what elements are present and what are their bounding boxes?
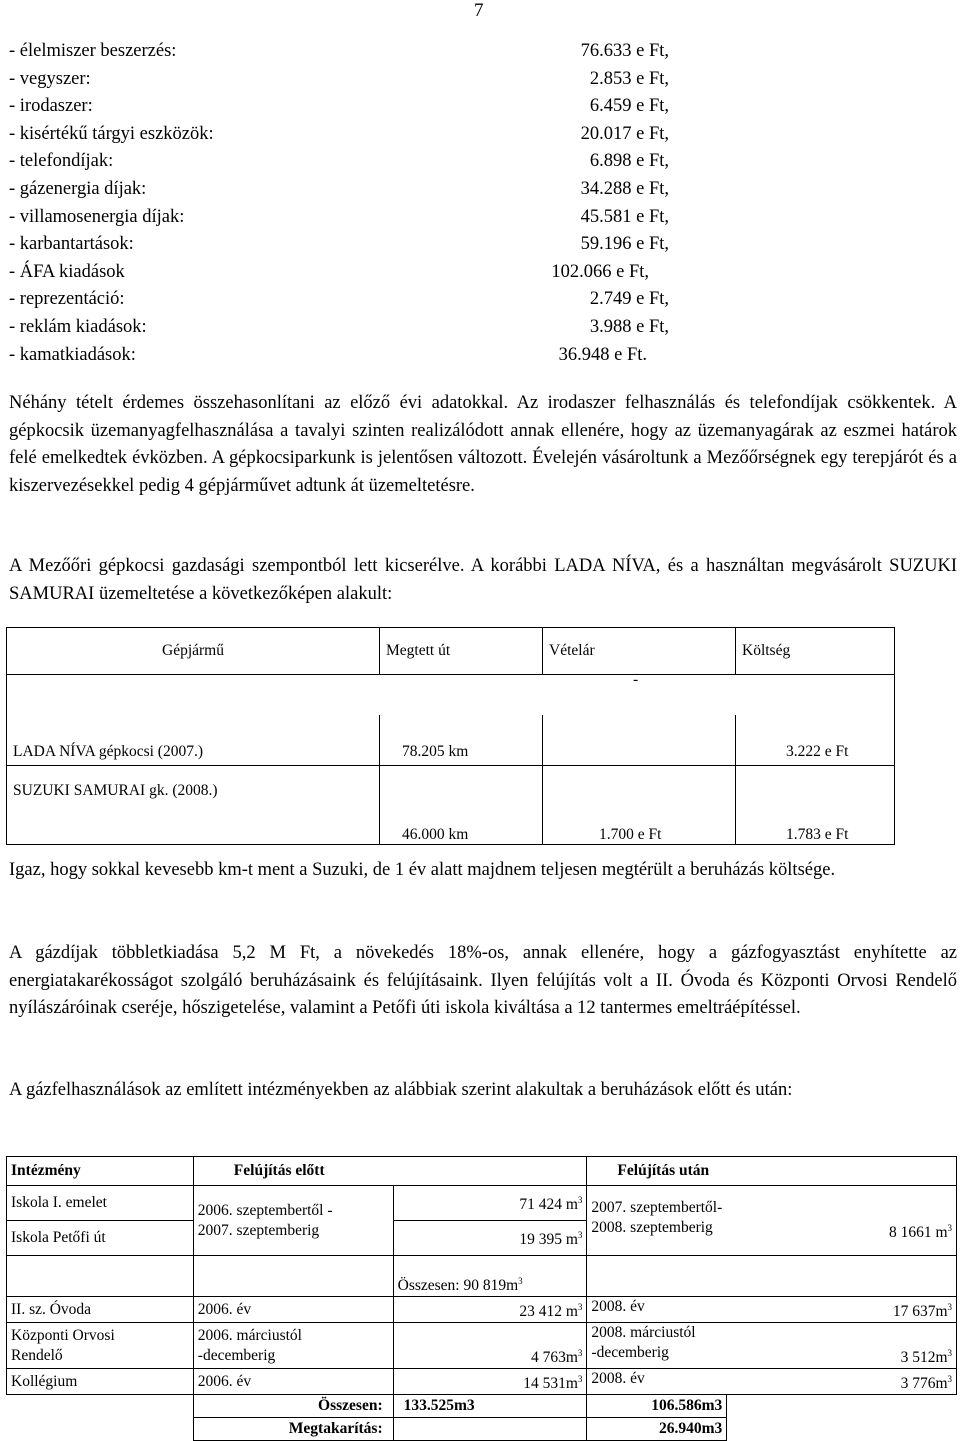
- table-row: [7, 1418, 957, 1441]
- expense-label: - villamosenergia díjak:: [9, 206, 185, 227]
- institution-name: Központi Orvosi Rendelő: [7, 1323, 194, 1369]
- expense-row: [9, 286, 709, 314]
- expense-value: 34.288 e Ft,: [580, 178, 669, 199]
- value-after: 3 $512m^3$: [900, 1348, 952, 1367]
- expense-value: 20.017 e Ft,: [580, 123, 669, 144]
- saving-value: 26.940m3: [587, 1418, 727, 1441]
- expense-label: - reprezentáció:: [9, 289, 125, 310]
- header-after: Felújítás után: [587, 1157, 957, 1186]
- expense-list: [9, 38, 709, 369]
- table-row: [7, 715, 895, 766]
- value-before: 14 $531m^3$: [393, 1369, 587, 1395]
- vehicle-cost: 1.783 e Ft: [736, 766, 895, 845]
- paragraph-gas: A gázdíjak többletkiadása 5,2 M Ft, a növekedés 18%-os, annak ellenére, hogy a gázfogyasztást enyhítette az energiatakarékosságot szolgáló beruházásaink és felújításaink. Ilyen felújítás volt a II. Óvoda és Központi Orvosi Rendelő nyílászáróinak cseréje, hőszigetelése, valamint a Petőfi úti iskola kiváltása a 12 tantermes emeltráépítéssel.: [9, 943, 957, 1018]
- expense-value: 102.066 e Ft,: [551, 261, 649, 282]
- page-number: 7: [474, 0, 484, 21]
- institution-name: II. sz. Óvoda: [7, 1297, 194, 1323]
- vehicle-distance: 46.000 km: [380, 766, 543, 845]
- gas-table: [6, 1156, 957, 1441]
- header-cost: Költség: [736, 628, 895, 675]
- header-distance: Megtett út: [380, 628, 543, 675]
- table-row: [7, 1369, 957, 1395]
- paragraph-vehicle-intro: A Mezőőri gépkocsi gazdasági szempontból lett kicserélve. A korábbi LADA NÍVA, és a használtan megvásárolt SUZUKI SAMURAI üzemeltetése a következőképen alakult:: [9, 556, 957, 604]
- paragraph-suzuki: Igaz, hogy sokkal kevesebb km-t ment a Suzuki, de 1 év alatt majdnem teljesen megtérült a beruházás költsége.: [9, 860, 836, 880]
- header-vehicle: Gépjármű: [7, 628, 380, 675]
- paragraph-comparison: Néhány tételt érdemes összehasonlítani az előző évi adatokkal. Az irodaszer felhasználás és telefondíjak csökkentek. A gépkocsik üzemanyagfelhasználása a tavalyi szinten realizálódott annak ellenére, hogy az üzemanyagárak az eszmei határok felé emelkedtek évközben. A gépkocsiparkunk is jelentősen változott. Évelején vásároltunk a Mezőőrségnek egy terepjárót és a kiszervezésekkel pedig 4 gépjárművet adtunk át üzemeltetésre.: [9, 393, 957, 496]
- header-institution: Intézmény: [7, 1157, 194, 1186]
- expense-row: [9, 148, 709, 176]
- expense-value: 36.948 e Ft.: [558, 344, 647, 365]
- period-before: 2006. márciustól -decemberig: [193, 1323, 393, 1369]
- header-before: Felújítás előtt: [193, 1157, 587, 1186]
- expense-row: [9, 38, 709, 66]
- expense-row: [9, 176, 709, 204]
- table-row: [7, 1186, 957, 1221]
- expense-value: 6.898 e Ft,: [589, 151, 669, 172]
- total-label: Összesen:: [193, 1395, 393, 1418]
- vehicle-name: SUZUKI SAMURAI gk. (2008.): [7, 766, 380, 845]
- header-price: Vételár: [543, 628, 736, 675]
- expense-row: [9, 342, 709, 370]
- table-row: [7, 1297, 957, 1323]
- expense-row: [9, 66, 709, 94]
- period-before: 2006. év: [193, 1369, 393, 1395]
- expense-label: - élelmiszer beszerzés:: [9, 41, 177, 61]
- expense-label: - ÁFA kiadások: [9, 261, 125, 282]
- period-after: 2007. szeptembertől- 2008. szeptemberig 8 1661 $m^3$: [587, 1186, 957, 1256]
- vehicle-price: 1.700 e Ft: [543, 766, 736, 845]
- table-row: [7, 1256, 957, 1297]
- school-sum: Összesen: 90 $819m^3$: [393, 1256, 587, 1297]
- expense-row: [9, 314, 709, 342]
- saving-label: Megtakarítás:: [193, 1418, 393, 1441]
- total-before: 133.525m3: [393, 1395, 587, 1418]
- period-before: 2006. év: [193, 1297, 393, 1323]
- vehicle-name: LADA NÍVA gépkocsi (2007.): [7, 715, 380, 766]
- expense-label: - irodaszer:: [9, 96, 93, 117]
- expense-value: 6.459 e Ft,: [589, 96, 669, 117]
- value-after: 3 $776m^3$: [900, 1374, 952, 1393]
- expense-label: - vegyszer:: [9, 68, 91, 89]
- value-before: 71 424 $m^3$: [393, 1186, 587, 1221]
- vehicle-table-header: [7, 628, 895, 675]
- value-before: 19 395 $m^3$: [393, 1221, 587, 1256]
- period-after: 2008. márciustól -decemberig 3 $512m^3$: [587, 1323, 957, 1369]
- expense-label: - gázenergia díjak:: [9, 178, 147, 199]
- value-before: 4 $763m^3$: [393, 1323, 587, 1369]
- expense-value: 2.749 e Ft,: [589, 289, 669, 310]
- expense-row: [9, 93, 709, 121]
- expense-row: [9, 259, 709, 287]
- institution-name: Iskola I. emelet: [7, 1186, 194, 1221]
- gas-table-header: [7, 1157, 957, 1186]
- expense-label: - telefondíjak:: [9, 151, 114, 172]
- institution-name: Kollégium: [7, 1369, 194, 1395]
- expense-value: 3.988 e Ft,: [589, 316, 669, 337]
- vehicle-table: [6, 627, 895, 845]
- table-row: [7, 1395, 957, 1418]
- vehicle-price: -: [543, 671, 736, 722]
- institution-name: Iskola Petőfi út: [7, 1221, 194, 1256]
- vehicle-distance: 78.205 km: [380, 715, 543, 766]
- table-row: [7, 766, 895, 845]
- expense-label: - karbantartások:: [9, 234, 134, 255]
- expense-value: 76.633 e Ft,: [580, 41, 669, 61]
- expense-label: - reklám kiadások:: [9, 316, 147, 337]
- expense-label: - kamatkiadások:: [9, 344, 136, 365]
- vehicle-cost: 3.222 e Ft: [736, 715, 895, 766]
- value-after: 8 1661 $m^3$: [888, 1222, 952, 1242]
- expense-value: 2.853 e Ft,: [589, 68, 669, 89]
- expense-label: - kisértékű tárgyi eszközök:: [9, 123, 214, 144]
- table-row: [7, 1323, 957, 1369]
- expense-row: [9, 231, 709, 259]
- expense-value: 45.581 e Ft,: [580, 206, 669, 227]
- paragraph-gas-table-intro: A gázfelhasználások az említett intézményekben az alábbiak szerint alakultak a beruházások előtt és után:: [9, 1080, 793, 1100]
- expense-row: [9, 121, 709, 149]
- period-before: 2006. szeptembertől - 2007. szeptemberig: [193, 1186, 393, 1256]
- period-after: 2008. év 17 $637m^3$: [587, 1297, 957, 1323]
- value-after: 17 $637m^3$: [892, 1302, 952, 1321]
- total-after: 106.586m3: [587, 1395, 727, 1418]
- value-before: 23 412 $m^3$: [393, 1297, 587, 1323]
- expense-value: 59.196 e Ft,: [580, 234, 669, 255]
- period-after: 2008. év 3 $776m^3$: [587, 1369, 957, 1395]
- expense-row: [9, 204, 709, 232]
